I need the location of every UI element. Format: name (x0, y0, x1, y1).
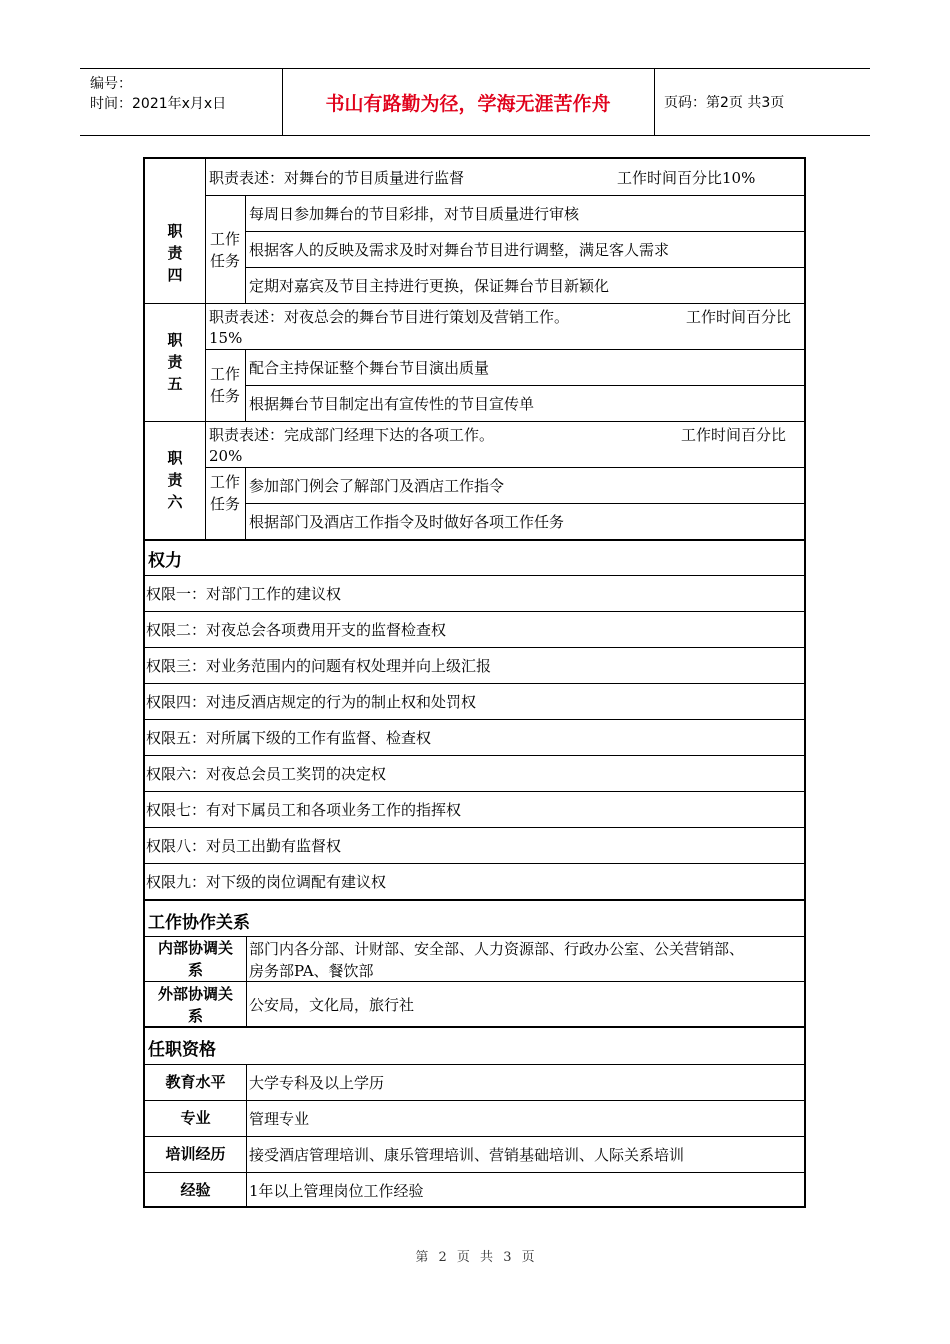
number-label: 编号： (90, 76, 132, 92)
duty-4-task-2: 根据客人的反映及需求及时对舞台节目进行调整，满足客人需求 (249, 241, 670, 259)
page-footer: 第 2 页 共 3 页 (415, 1250, 535, 1265)
major-label: 专业 (180, 1109, 211, 1127)
authority-title: 权力 (148, 551, 182, 571)
duty-4-task-3: 定期对嘉宾及节目主持进行更换，保证舞台节目新颖化 (249, 277, 610, 295)
header-meta (80, 69, 283, 135)
authority-item-1: 权限一：对部门工作的建议权 (146, 585, 342, 603)
duty-6-task-2: 根据部门及酒店工作指令及时做好各项工作任务 (249, 513, 565, 531)
authority-item-3: 权限三：对业务范围内的问题有权处理并向上级汇报 (146, 657, 492, 675)
internal-coordination-value: 部门内各分部、计财部、安全部、人力资源部、行政办公室、公关营销部、 房务部PA、餐饮部 (249, 940, 745, 980)
cooperation-title: 工作协作关系 (148, 913, 250, 933)
duty-4-tasks-label: 工作任务 (209, 230, 240, 270)
duty-4-task-1: 每周日参加舞台的节目彩排，对节目质量进行审核 (249, 205, 580, 223)
authority-item-6: 权限六：对夜总会员工奖罚的决定权 (146, 765, 387, 783)
time-label: 时间：2021年x月x日 (90, 96, 227, 112)
authority-item-7: 权限七：有对下属员工和各项业务工作的指挥权 (146, 801, 462, 819)
authority-item-2: 权限二：对夜总会各项费用开支的监督检查权 (146, 621, 447, 639)
authority-item-9: 权限九：对下级的岗位调配有建议权 (146, 873, 387, 891)
authority-item-5: 权限五：对所属下级的工作有监督、检查权 (146, 729, 432, 747)
authority-item-4: 权限四：对违反酒店规定的行为的制止权和处罚权 (146, 693, 477, 711)
major-value: 管理专业 (249, 1110, 310, 1128)
experience-value: 1年以上管理岗位工作经验 (249, 1182, 424, 1200)
page-header (80, 68, 870, 136)
external-coordination-label: 外部协调关 系 (157, 985, 233, 1025)
qualifications-title: 任职资格 (148, 1040, 216, 1060)
duty-5-task-1: 配合主持保证整个舞台节目演出质量 (249, 359, 490, 377)
duty-4-description: 职责表述：对舞台的节目质量进行监督 (209, 169, 465, 187)
header-page-label: 页码：第2页 共3页 (664, 95, 785, 111)
duty-6-tasks-label: 工作任务 (209, 473, 240, 513)
internal-coordination-label: 内部协调关 系 (157, 939, 233, 979)
duty-5-tasks-label: 工作任务 (209, 365, 240, 405)
authority-item-8: 权限八：对员工出勤有监督权 (146, 837, 342, 855)
external-coordination-value: 公安局，文化局，旅行社 (249, 996, 415, 1014)
duty-4-label-text: 职责四 (167, 222, 183, 284)
duty-6-description: 职责表述：完成部门经理下达的各项工作。 (209, 426, 495, 444)
duty-5-task-2: 根据舞台节目制定出有宣传性的节目宣传单 (249, 395, 535, 413)
duty-6-task-1: 参加部门例会了解部门及酒店工作指令 (249, 477, 505, 495)
duty-5-percent-head: 工作时间百分比 (686, 308, 792, 326)
duty-6-label (163, 447, 187, 513)
education-label: 教育水平 (165, 1073, 226, 1091)
job-description-table (143, 157, 806, 1208)
header-motto: 书山有路勤为径，学海无涯苦作舟 (282, 69, 655, 135)
duty-6-percent-tail: 20% (209, 447, 243, 465)
duty-5-label-text: 职责五 (167, 331, 183, 393)
duty-4-label (163, 220, 187, 286)
duty-4-percent: 工作时间百分比10% (617, 169, 756, 187)
training-label: 培训经历 (165, 1145, 226, 1163)
duty-5-description: 职责表述：对夜总会的舞台节目进行策划及营销工作。 (209, 308, 570, 326)
duty-5-label (163, 329, 187, 395)
duty-5-percent-tail: 15% (209, 329, 243, 347)
education-value: 大学专科及以上学历 (249, 1074, 385, 1092)
training-value: 接受酒店管理培训、康乐管理培训、营销基础培训、人际关系培训 (249, 1146, 685, 1164)
duty-6-label-text: 职责六 (167, 449, 183, 511)
experience-label: 经验 (180, 1181, 211, 1199)
duty-6-percent-head: 工作时间百分比 (681, 426, 787, 444)
